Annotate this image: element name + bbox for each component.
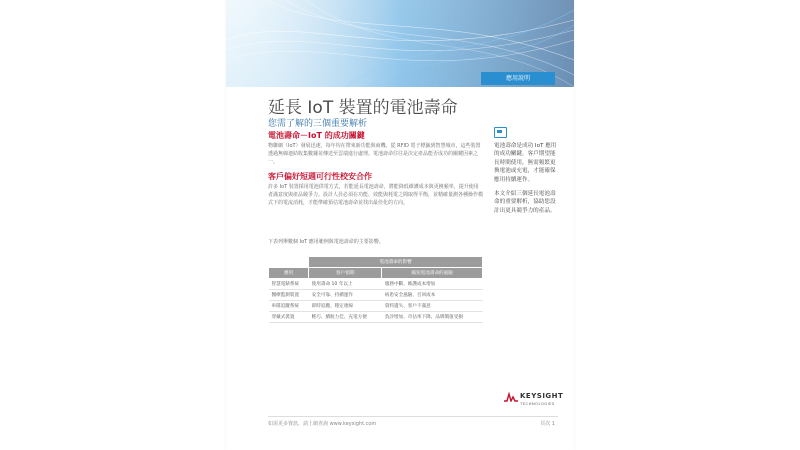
section-heading-1: 電池壽命－IoT 的成功關鍵 — [268, 131, 365, 140]
sidebar-callout — [494, 127, 560, 215]
document-type-tag: 應用說明 — [481, 72, 555, 85]
table-cell: 智慧電錶系統 — [269, 279, 309, 290]
table-cell: 醫療監測裝置 — [269, 290, 309, 301]
section-paragraph-2: 許多 IoT 裝置採用電池供電方式，若能延長電池壽命，將能降低維護成本與更換頻率，提升使用者滿意度與產品競爭力。設計人員必須在功能、效能與耗電之間取得平衡，並精確量測各種操作模式下的電流消耗，才能準確預估電池壽命並找出最佳化的方向。 — [268, 184, 484, 207]
table-row — [269, 312, 483, 323]
document-title: 延長 IoT 裝置的電池壽命 — [268, 98, 458, 118]
info-icon — [494, 127, 507, 138]
table-cell: 安全可靠、持續運作 — [309, 290, 382, 301]
table-row — [269, 279, 483, 290]
keysight-wave-icon — [504, 392, 518, 402]
table-cell: 使用壽命 10 年以上 — [309, 279, 382, 290]
table-col-header: 應用 — [269, 268, 309, 279]
sidebar-text-2: 本文介紹三個延長電池壽命的重要解析，協助您設計出更具競爭力的產品。 — [494, 191, 556, 214]
table-cell: 即時追蹤、穩定連線 — [309, 301, 382, 312]
table-cell: 輕巧、續航力佳、充電方便 — [309, 312, 382, 323]
logo-subtitle: TECHNOLOGIES — [520, 401, 555, 406]
section-heading-2: 客戶偏好短週可行性校安合作 — [268, 172, 372, 181]
footer-divider — [268, 416, 558, 417]
table-col-header: 客戶預期 — [309, 268, 382, 279]
document-subtitle: 您需了解的三個重要解析 — [268, 119, 368, 129]
sidebar-text-1: 電池壽命是成功 IoT 應用的成功關鍵，客戶期望能長時間使用，無需頻繁更換電池或充電，才能確保應用持續運作。 — [494, 143, 557, 183]
footer-text: 如需更多資訊，請上網查詢 www.keysight.com — [268, 421, 377, 427]
table-cell: 穿戴式裝置 — [269, 312, 309, 323]
impact-table — [268, 256, 483, 323]
logo-brand: KEYSIGHT — [520, 392, 564, 400]
table-cell: 病患安全風險、召回成本 — [382, 290, 483, 301]
table-row — [269, 301, 483, 312]
hero-banner — [226, 0, 574, 87]
table-col-header: 縮短電池壽命的風險 — [382, 268, 483, 279]
table-intro: 下表列舉數個 IoT 應用範例與電池壽命的主要影響。 — [268, 239, 384, 245]
section-paragraph-1: 物聯網（IoT）發展迅速，每年均在帶來新功能與商機。從 RFID 電子標籤到智慧城市，這些裝置透過無線連結收集數據並傳送至雲端進行處理。電池壽命往往是決定產品能否成功的關鍵因素之一。 — [268, 143, 481, 166]
table-cell: 資料遺失、客戶不滿意 — [382, 301, 483, 312]
table-row — [269, 290, 483, 301]
keysight-logo — [504, 390, 564, 412]
document-page — [226, 0, 574, 450]
table-cell: 車隊追蹤系統 — [269, 301, 309, 312]
table-group-header: 電池壽命的影響 — [309, 257, 483, 268]
table-cell: 負評增加、市佔率下降、品牌價值受損 — [382, 312, 483, 323]
page-number: 頁次 1 — [540, 421, 555, 427]
table-cell: 服務中斷、維護成本增加 — [382, 279, 483, 290]
